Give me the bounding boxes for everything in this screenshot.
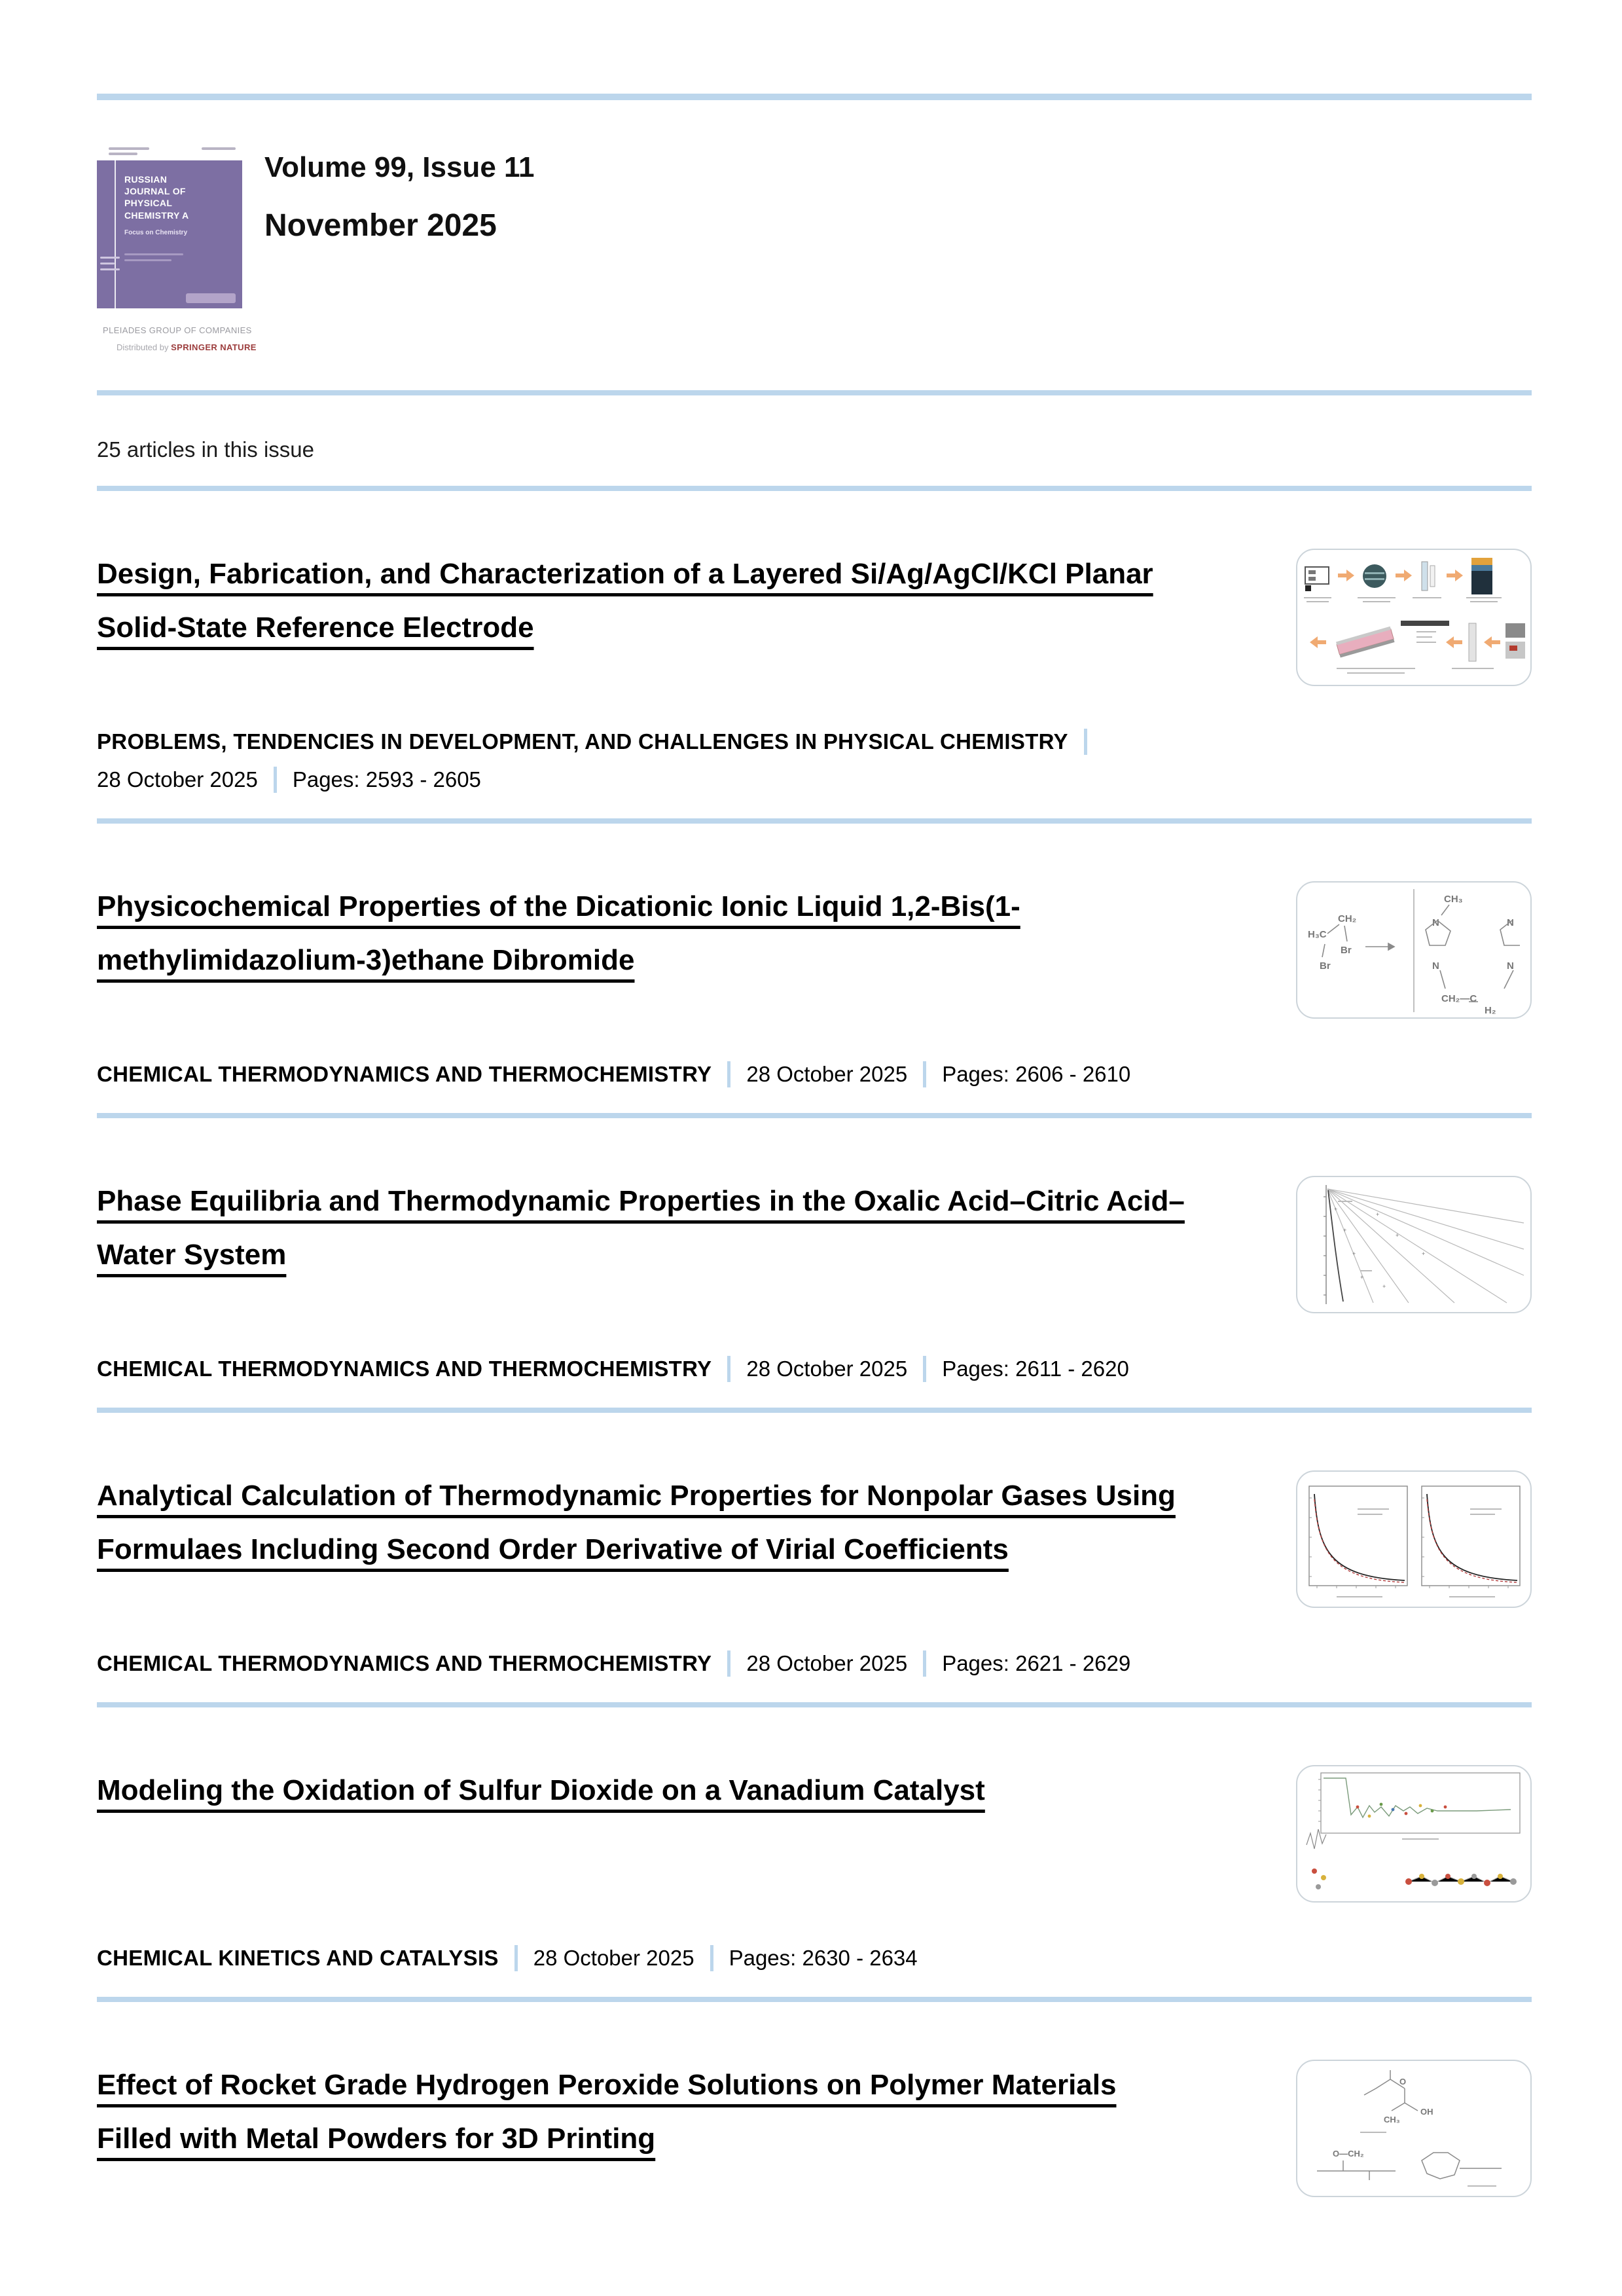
cover-stripe (115, 160, 116, 308)
article-title-link[interactable]: Effect of Rocket Grade Hydrogen Peroxide Solutions on Polymer Materials Filled with Metal Powders for 3D Printing (97, 2069, 1117, 2155)
article-thumbnail-virial-curves[interactable] (1296, 1470, 1532, 1608)
cover-microtext-bar (109, 147, 149, 150)
cover-editor-bar (124, 259, 171, 261)
article-pages: Pages: 2593 - 2605 (292, 767, 481, 792)
article-title (97, 2058, 1183, 2166)
article-category: CHEMICAL KINETICS AND CATALYSIS (97, 1946, 499, 1970)
article-thumbnail-electrode-process[interactable] (1296, 549, 1532, 686)
article-category: CHEMICAL THERMODYNAMICS AND THERMOCHEMISTRY (97, 1357, 712, 1381)
svg-text:+: + (1343, 1227, 1347, 1233)
cover-microtext-bar (109, 153, 137, 155)
section-divider (97, 1997, 1532, 2002)
svg-text:N: N (1507, 917, 1514, 928)
cover-anniversary-emblem (100, 253, 122, 270)
article-meta (97, 1350, 1532, 1388)
journal-cover-column (97, 143, 257, 352)
svg-text:+: + (1352, 1250, 1356, 1257)
article-date: 28 October 2025 (746, 1651, 908, 1675)
article-date: 28 October 2025 (533, 1946, 694, 1970)
meta-separator (710, 1945, 713, 1971)
svg-text:+: + (1334, 1206, 1338, 1212)
svg-text:CH₂: CH₂ (1338, 913, 1357, 924)
volume-issue-heading: Volume 99, Issue 11 (264, 151, 535, 183)
svg-text:+: + (1422, 1250, 1426, 1257)
article-date: 28 October 2025 (746, 1062, 908, 1086)
article-entry (97, 824, 1532, 1113)
article-title (97, 547, 1216, 655)
meta-separator (923, 1650, 926, 1677)
section-divider (97, 818, 1532, 824)
issue-page (97, 0, 1532, 2219)
svg-text:+: + (1382, 1283, 1386, 1290)
svg-text:OH: OH (1420, 2107, 1433, 2117)
issue-title-block (264, 143, 535, 352)
svg-text:H₂: H₂ (1485, 1005, 1496, 1016)
svg-text:O—CH₂: O—CH₂ (1333, 2149, 1364, 2159)
svg-text:O: O (1399, 2077, 1407, 2086)
meta-separator (1084, 729, 1087, 755)
svg-text:CH₃: CH₃ (1444, 894, 1463, 905)
cover-artwork (97, 160, 242, 308)
cover-journal-title: RUSSIAN JOURNAL OF PHYSICAL CHEMISTRY A (124, 174, 189, 221)
distributed-by-label: Distributed by (117, 342, 169, 352)
svg-text:N: N (1507, 960, 1514, 972)
section-divider (97, 486, 1532, 491)
meta-separator (923, 1061, 926, 1087)
svg-text:H₃C: H₃C (1308, 929, 1327, 940)
section-divider (97, 1408, 1532, 1413)
article-entry (97, 2002, 1532, 2219)
article-title-link[interactable]: Phase Equilibria and Thermodynamic Properties in the Oxalic Acid–Citric Acid–Water System (97, 1185, 1185, 1271)
cover-corner-chip (186, 293, 236, 303)
svg-text:N: N (1432, 960, 1439, 972)
article-date: 28 October 2025 (746, 1357, 908, 1381)
cover-top-band (97, 143, 242, 160)
svg-text:Br: Br (1320, 960, 1331, 972)
meta-separator (514, 1945, 518, 1971)
article-pages: Pages: 2630 - 2634 (729, 1946, 918, 1970)
meta-separator (923, 1356, 926, 1382)
svg-text:CH₃: CH₃ (1384, 2115, 1400, 2124)
article-thumbnail-reaction-scheme[interactable] (1296, 881, 1532, 1019)
meta-separator (727, 1650, 730, 1677)
section-divider (97, 1113, 1532, 1118)
section-divider (97, 390, 1532, 395)
meta-separator (727, 1061, 730, 1087)
article-title (97, 1469, 1216, 1576)
svg-text:+: + (1376, 1211, 1380, 1218)
article-title (97, 880, 1216, 987)
article-entry (97, 1413, 1532, 1702)
article-title (97, 1175, 1239, 1282)
article-title-link[interactable]: Design, Fabrication, and Characterization of a Layered Si/Ag/AgCl/KCl Planar Solid-State Reference Electrode (97, 558, 1153, 644)
meta-separator (274, 767, 277, 793)
article-meta (97, 1055, 1532, 1093)
article-meta (97, 1939, 1532, 1977)
journal-cover[interactable] (97, 143, 242, 308)
article-meta (97, 1645, 1532, 1683)
svg-text:+: + (1360, 1274, 1364, 1281)
article-pages: Pages: 2606 - 2610 (942, 1062, 1131, 1086)
article-category: CHEMICAL THERMODYNAMICS AND THERMOCHEMISTRY (97, 1651, 712, 1675)
section-divider (97, 1702, 1532, 1707)
svg-text:+: + (1396, 1232, 1399, 1239)
article-entry (97, 1118, 1532, 1408)
article-entry (97, 1707, 1532, 1997)
article-title-link[interactable]: Analytical Calculation of Thermodynamic Properties for Nonpolar Gases Using Formulaes Including Second Order Derivative of Virial Coefficients (97, 1480, 1176, 1565)
cover-journal-subtitle: Focus on Chemistry (124, 228, 188, 236)
article-date: 28 October 2025 (97, 767, 258, 792)
article-thumbnail-phase-diagram[interactable] (1296, 1176, 1532, 1313)
cover-microtext-bar (202, 147, 236, 150)
svg-text:Br: Br (1341, 945, 1352, 956)
article-title-link[interactable]: Modeling the Oxidation of Sulfur Dioxide on a Vanadium Catalyst (97, 1774, 985, 1806)
article-category: CHEMICAL THERMODYNAMICS AND THERMOCHEMISTRY (97, 1062, 712, 1086)
article-pages: Pages: 2611 - 2620 (942, 1357, 1129, 1381)
article-title-link[interactable]: Physicochemical Properties of the Dicationic Ionic Liquid 1,2-Bis(1-methylimidazolium-3)ethane Dibromide (97, 890, 1020, 976)
article-pages: Pages: 2621 - 2629 (942, 1651, 1131, 1675)
top-divider (97, 94, 1532, 100)
article-count-text: 25 articles in this issue (97, 437, 314, 462)
svg-text:N: N (1432, 917, 1439, 928)
article-category: PROBLEMS, TENDENCIES IN DEVELOPMENT, AND CHALLENGES IN PHYSICAL CHEMISTRY (97, 729, 1068, 754)
issue-date-heading: November 2025 (264, 208, 497, 243)
publisher-group-row (97, 324, 252, 337)
article-thumbnail-polymer-structures[interactable] (1296, 2060, 1532, 2197)
cover-editor-bar (124, 253, 183, 255)
publisher-group-label: PLEIADES GROUP OF COMPANIES (103, 325, 252, 335)
publisher-block (97, 324, 257, 352)
svg-text:CH₂—C: CH₂—C (1441, 993, 1477, 1004)
issue-header (97, 143, 1532, 352)
publisher-distributed-row (117, 342, 257, 352)
article-meta (97, 723, 1532, 799)
springer-nature-logo: SPRINGER NATURE (171, 342, 257, 352)
meta-separator (727, 1356, 730, 1382)
article-title (97, 1764, 985, 1817)
article-thumbnail-kinetics-plot[interactable] (1296, 1765, 1532, 1903)
article-entry (97, 491, 1532, 818)
